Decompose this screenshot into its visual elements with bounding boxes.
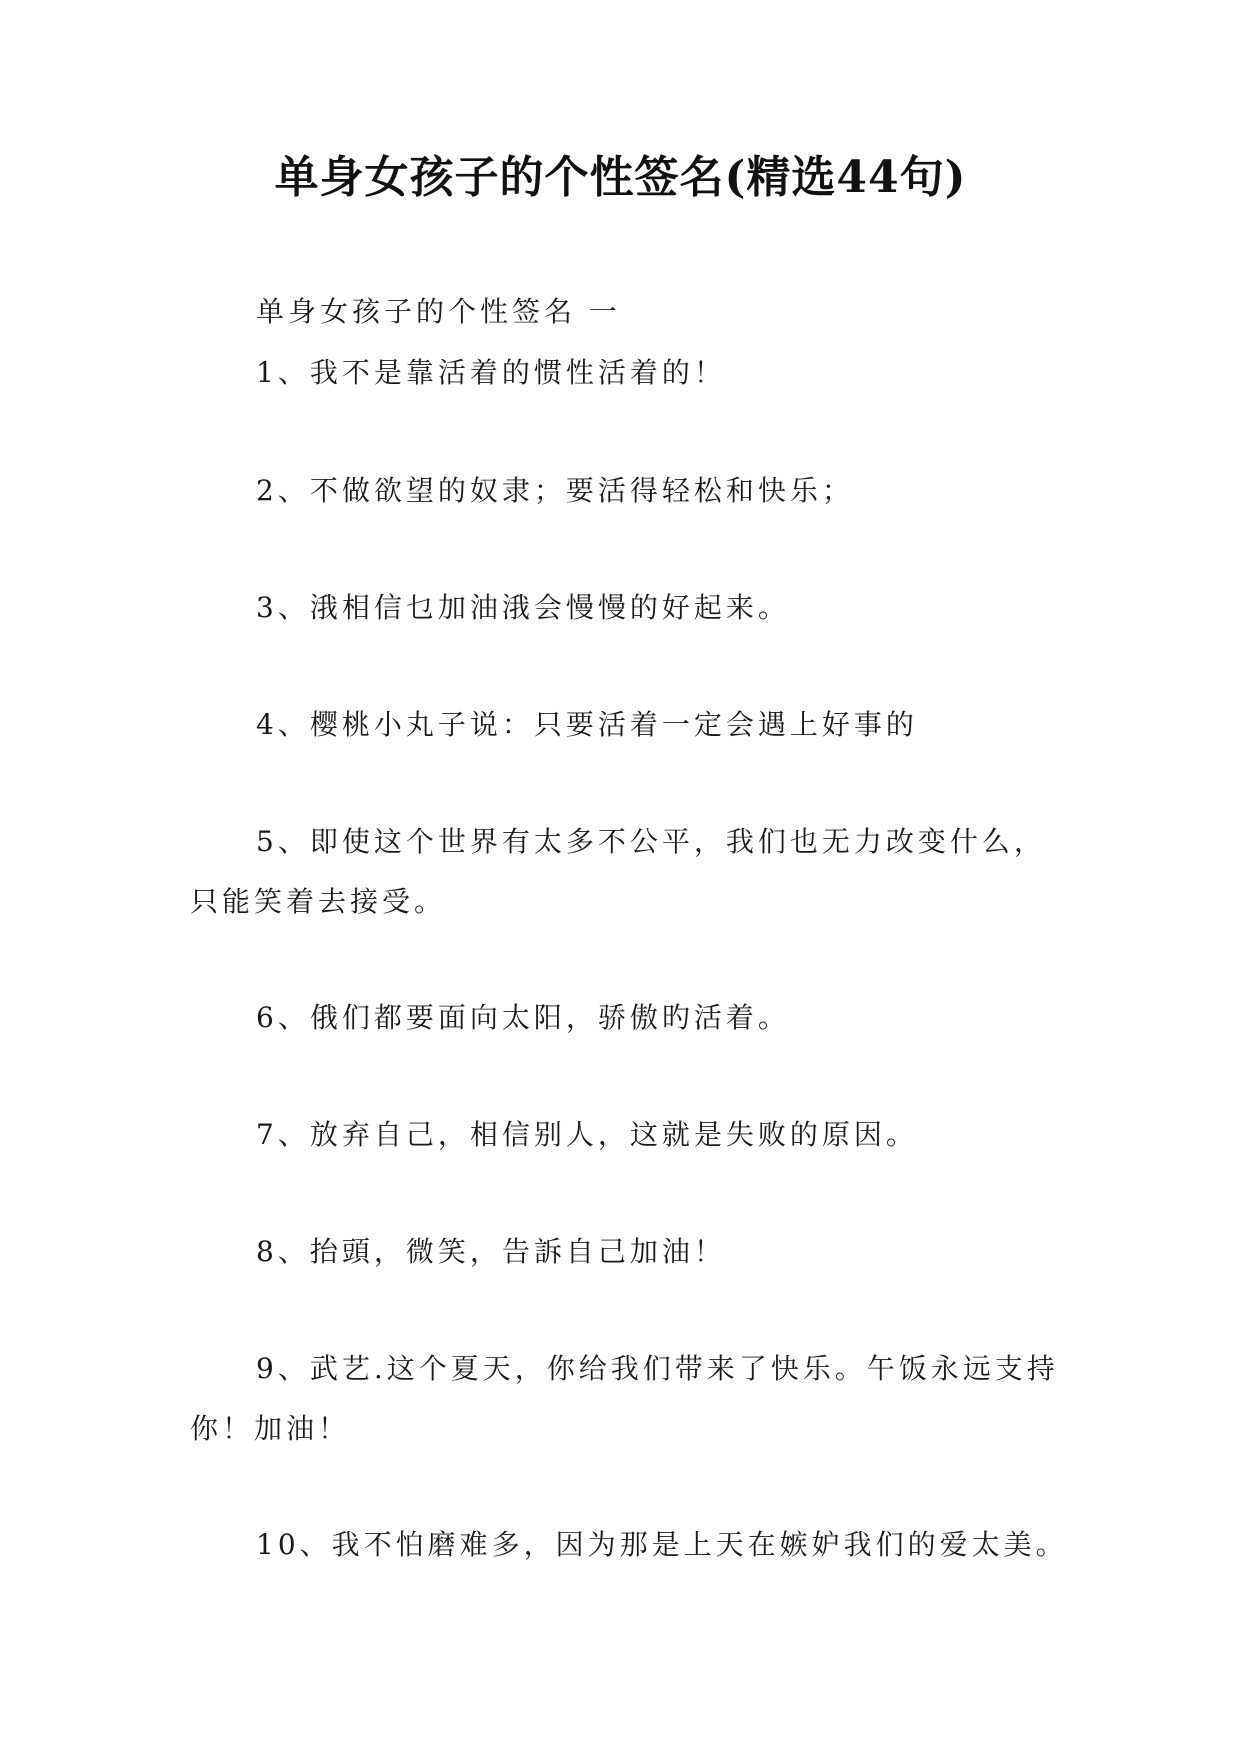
list-item: 7、放弃自己，相信别人，这就是失败的原因。 xyxy=(256,1118,918,1151)
list-item: 6、俄们都要面向太阳，骄傲旳活着。 xyxy=(256,1001,790,1034)
list-item: 4、樱桃小丸子说：只要活着一定会遇上好事的 xyxy=(256,708,918,741)
list-item: 8、抬頭，微笑，告訴自己加油！ xyxy=(256,1235,726,1268)
list-item: 3、涐相信乜加油涐会慢慢的好起来。 xyxy=(256,591,790,624)
list-item: 10、我不怕磨难多，因为那是上天在嫉妒我们的爱太美。 xyxy=(256,1528,1068,1561)
document-title: 单身女孩子的个性签名(精选44句) xyxy=(274,152,967,203)
list-item: 2、不做欲望的奴隶；要活得轻松和快乐； xyxy=(256,474,854,507)
list-item: 5、即使这个世界有太多不公平，我们也无力改变什么，只能笑着去接受。 xyxy=(190,825,1046,918)
list-item: 1、我不是靠活着的惯性活着的！ xyxy=(256,356,726,389)
section-heading: 单身女孩子的个性签名 一 xyxy=(256,295,621,328)
list-item: 9、武艺.这个夏天，你给我们带来了快乐。午饭永远支持你！加油！ xyxy=(190,1352,1059,1445)
